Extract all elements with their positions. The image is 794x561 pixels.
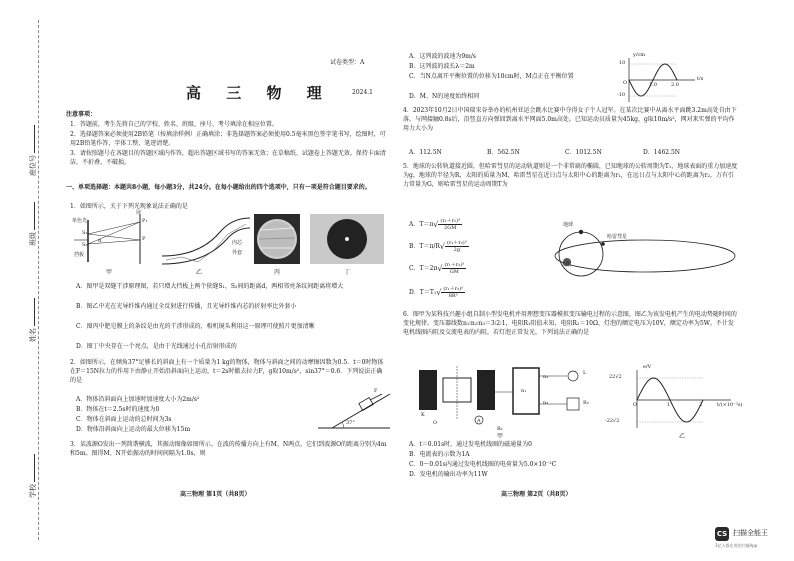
- q6-option-c: C．0～0.01s内通过发电机线圈的电荷量为5.0×10⁻²C: [409, 461, 557, 468]
- footer-page-1: 高三物理 第1页（共8页）: [180, 491, 251, 498]
- section-1-heading: 一、单项选择题：本题共8小题，每小题3分，共24分。在每小题给出的四个选项中，只有一项是符合题目要求的。: [66, 184, 371, 191]
- q6-magnet-n: [419, 370, 437, 410]
- q6-option-d: D．发电机的输出功率为11W: [409, 471, 488, 478]
- q1-label-d: d: [98, 238, 102, 244]
- q1-label-b: 乙: [196, 269, 203, 276]
- q6-tick-peak: 22√2: [609, 374, 622, 380]
- q6-tick-neg: -22√2: [605, 418, 620, 424]
- q6-tick-1: 1: [667, 402, 671, 408]
- q3-option-b: B．这列波的波长λ＝2m: [409, 63, 475, 70]
- q1-label-inner: 内芯: [232, 240, 243, 246]
- q3-origin: O: [623, 80, 628, 86]
- q1-label-p1: P₁: [142, 218, 148, 224]
- q6-axis-e: e/V: [643, 364, 652, 370]
- q5-comet-orbit: [555, 240, 735, 272]
- q6-lamp: [568, 371, 578, 381]
- q3-stem: 3．某波源O发出一列简谐横波，其振动图像如图所示。在波的传播方向上有M、N两点，它们到波源O的距离分别为4m和5m。图得M、N开始振动的时间间隔为1.0s，则: [70, 441, 387, 457]
- q3-tick-x2: 2.0: [671, 82, 679, 88]
- q6-label-n1: n₁: [521, 388, 527, 394]
- q4-stem: 4．2023年10月2日中国瑞宋谷举办的杭州亚运会跳水比赛中夺得女子个人冠军。在某次比赛中从离水平面跳3.2m高处自由下落，与网接触0.8s后，沿竖直方向弹回到离水平网面5.0m高处。已知运动员质量为45kg，g取10m/s²，网对来实弹的平均作用力大小为: [403, 107, 737, 132]
- q5-label-earth: 地球: [563, 222, 574, 228]
- q1-label-c: 丙: [274, 269, 281, 276]
- binding-class: 班级: [28, 202, 38, 246]
- q6-label-r1: R₁: [497, 426, 503, 432]
- q2-label-angle: 37°: [346, 420, 355, 426]
- q3-option-c: C．当N点离开平衡位置的位移为10cm时，M点正在平衡位置: [409, 73, 574, 80]
- q5-stem: 5．地球的公转轨道接近圆，但哈雷彗星的运动轨道则是一个非常扁的椭圆，已知地球的公转周期为T₁，地球表面的重力加速度为g，地球的半径为R，太阳的质量为M，哈雷彗星在近日点与太阳中心的距离为r₁，在远日点与太阳中心的距离为r₂，万有引力常量为G，则哈雷彗星的运动周期T为: [403, 163, 738, 188]
- camscanner-slogan: 3亿人都在用的扫描App: [715, 543, 758, 548]
- exam-type: 试卷类型：A: [330, 59, 365, 66]
- binding-line: [38, 20, 39, 540]
- q1-label-plate: 挡板: [74, 252, 85, 258]
- q5-earth: [579, 230, 583, 234]
- binding-school: 学校: [28, 454, 38, 498]
- binding-name: 姓名: [28, 298, 38, 342]
- q4-options: [409, 148, 721, 157]
- q6-option-b: B．电流表的示数为1A: [409, 451, 470, 458]
- q6-generator-figure: [417, 362, 597, 428]
- q6-label-o: O: [433, 420, 438, 426]
- q4-option-a: A．112.5N: [409, 149, 442, 156]
- q1-label-s2: S₂: [82, 242, 88, 248]
- q1-label-screen: 屏: [136, 210, 142, 216]
- q3-axis-y: y/cm: [633, 52, 646, 58]
- q1-label-p: P: [142, 236, 146, 242]
- q6-label-oprime: O′: [485, 370, 491, 376]
- q3-axis-x: t/s: [697, 76, 704, 82]
- q6-label-l: L: [583, 370, 587, 376]
- q1-label-mono: 单色光: [72, 218, 88, 224]
- q1-option-d: D．图丁中央存在一个亮点，是由于光线通过小孔衍射形成的: [76, 343, 237, 350]
- footer-page-2: 高三物理 第2页（共8页）: [501, 491, 572, 498]
- q1-option-c: C．图丙中肥皂膜上的条纹是由光的干涉形成的，相机镜头利用这一原理可使照片更加清晰: [76, 323, 315, 330]
- q5-option-d: D．T＝T₁√ $\frac{\text{(r₁＋r₂)³}}{\text{8R³}}$: [409, 286, 464, 299]
- q3-tick-top: 10: [619, 60, 626, 66]
- q2-option-b: B．物体在t＝2.5s时的速度为0: [76, 406, 160, 413]
- q4-option-b: B．562.5N: [487, 149, 520, 156]
- q6-label-n3: n₃: [543, 400, 549, 406]
- q5-option-a: A．T＝π√ $\frac{\text{(r₁＋r₂)³}}{2GM}$: [409, 218, 461, 231]
- q1-option-b: B．图乙中光在光导纤维内通过全反射进行传播，且光导纤维内芯的折射率比外套小: [76, 303, 297, 310]
- q1-label-d-fig: 丁: [344, 269, 351, 276]
- exam-page-2: [397, 0, 794, 561]
- q5-label-comet: 哈雷彗星: [607, 234, 628, 240]
- q2-option-c: C．物体在斜面上运动的总时间为3s: [76, 416, 172, 423]
- camscanner-name: 扫描全能王: [733, 529, 768, 537]
- q4-option-c: C．1012.5N: [565, 149, 602, 156]
- q2-option-a: A．物体沿斜面向上加速时加速度大小为2m/s²: [76, 396, 200, 403]
- q1-figures: [70, 212, 386, 278]
- notice-item-2: 2．选择题答案必须使用2B铅笔（按填涂样例）正确填涂；非选择题答案必须使用0.5毫米黑色签字笔书写，绘图时，可用2B铅笔作答，字体工整、笔迹清楚。: [70, 131, 386, 147]
- notice-heading: 注意事项：: [66, 111, 97, 118]
- q2-stem: 2．如图所示，在倾角37°足够长的斜面上有一个质量为1 kg的物体，物体与斜面之间的动摩擦因数为0.5．t＝0时物体在F＝15N拉力的作用下由静止开始沿斜面向上运动，t＝2s时撤去拉力F，g取10m/s²，sin37°＝0.6．下列说法正确的是: [70, 359, 384, 384]
- q2-label-force: F: [374, 388, 378, 394]
- q6-label-a: 甲: [497, 433, 504, 440]
- q6-emf-graph: [623, 368, 733, 430]
- q6-label-ammeter: A: [477, 418, 481, 424]
- q6-label-r2: R₂: [583, 400, 589, 406]
- q6-option-a: A．t＝0.01s时，通过发电机线圈的磁通量为0: [409, 441, 533, 448]
- q3-vibration-graph: [621, 56, 697, 104]
- exam-date: 2024.1: [352, 89, 373, 96]
- notice-item-1: 1．答题前，考生先将自己的学校、姓名、班级、座号、考号填涂在相应位置。: [70, 121, 278, 128]
- q6-origin: O: [633, 402, 638, 408]
- q1-label-outer: 外套: [232, 250, 243, 256]
- q1-label-s1: S₁: [82, 230, 88, 236]
- q6-r2: [567, 398, 579, 410]
- exam-title: 高 三 物 理: [186, 84, 332, 102]
- q5-earth-orbit: [559, 232, 603, 276]
- q1-option-a: A．图甲是双缝干涉原理图，若只增大挡板上两个狭缝S₁、S₂间的距离d，两相邻亮条纹间距离将增大: [76, 283, 344, 290]
- q1-label-a: 甲: [106, 269, 113, 276]
- q5-option-c: C．T＝2π√ $\frac{\text{(r₁＋r₂)³}}{GM}$: [409, 262, 465, 275]
- notice-item-3: 3．请按照题号在各题目的答题区域内作答，超出答题区域书写的答案无效；在草稿纸、试题卷上答题无效。保持卡面清洁，不折叠、不破损。: [70, 150, 386, 166]
- q2-incline-figure: [318, 388, 392, 436]
- q6-label-n2: n₂: [543, 374, 549, 380]
- q3-option-d: D．M、N的速度始终相同: [409, 93, 480, 100]
- q4-option-d: D．1462.5N: [643, 149, 681, 156]
- q6-axis-t: t/(×10⁻²s): [717, 402, 743, 408]
- q6-label-k: K: [421, 412, 425, 418]
- q3-option-a: A．这列波的波速为9m/s: [409, 53, 476, 60]
- q6-stem: 6．图甲为某科技兴趣小组自制小型发电机并用理想变压器模拟变压输电过程的示意图，图乙为该发电机产生的电动势随时间的变化规律。变压器线数n₁∶n₂∶n₃＝3∶2∶1，电阻R₁阻值未知，电阻R₂＝10Ω，灯泡的额定电压为10V，额定功率为5W。不计发电机线圈内阻及交流电表的内阻，若灯泡正常发光，下列说法正确的是: [403, 311, 737, 336]
- binding-seat: 座位号: [28, 125, 38, 176]
- q5-orbit-figure: [543, 218, 743, 292]
- q5-label-sun: 太阳: [561, 262, 572, 268]
- q6-label-b: 乙: [679, 433, 686, 440]
- q6-tick-2: 2: [699, 402, 703, 408]
- q1-stem: 1．如图所示，关于下列光现象说法正确的是: [70, 203, 188, 210]
- q3-tick-bottom: -10: [617, 92, 626, 98]
- q5-option-b: B．T＝π/R√ $\frac{\text{(r₁＋r₂)³}}{2g}$: [409, 240, 467, 253]
- camscanner-logo-icon: CS: [715, 527, 729, 541]
- q5-comet: [601, 242, 605, 246]
- q2-option-d: D．物体沿斜面向上运动的最大位移为15m: [76, 426, 191, 433]
- q3-tick-x1: 1.0: [649, 82, 657, 88]
